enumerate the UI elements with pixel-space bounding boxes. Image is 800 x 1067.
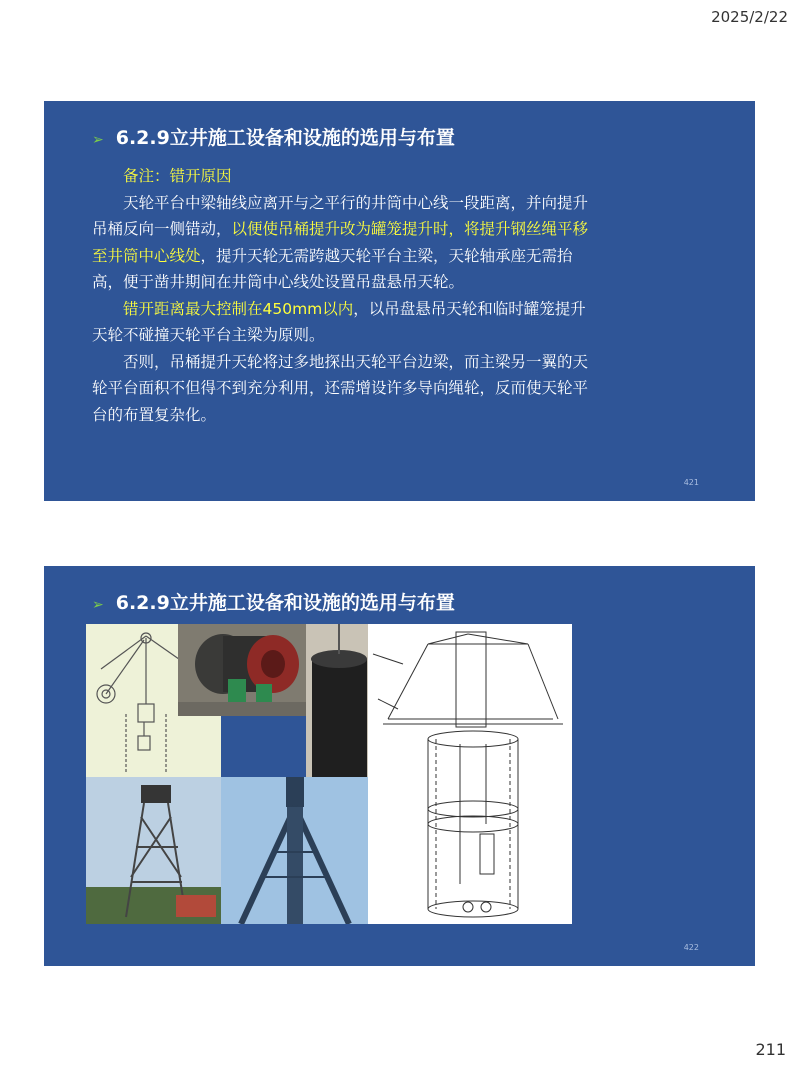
slide-number: 422	[683, 943, 699, 952]
paragraph-1-highlight: 以便使吊桶提升改为罐笼提升时，将提升钢丝绳平移至井筒中心线处	[92, 220, 589, 265]
paragraph-1-text-b: ，提升天轮无需跨越天轮平台主梁，天轮轴承座无需抬高，便于凿井期间在井筒中心线处设置吊盘悬吊天轮。	[92, 246, 573, 291]
slide-title-text: 6.2.9立井施工设备和设施的选用与布置	[115, 592, 455, 614]
slide-number: 421	[683, 478, 699, 487]
hoist-winch-photo	[178, 624, 306, 716]
slide-title-text: 6.2.9立井施工设备和设施的选用与布置	[115, 127, 455, 149]
note-label: 备注：错开原因	[123, 167, 232, 185]
paragraph-1	[92, 190, 592, 296]
slide-421	[44, 101, 755, 501]
paragraph-3: 否则，吊桶提升天轮将过多地探出天轮平台边梁，而主梁另一翼的天轮平台面积不但得不到充分利用，还需增设许多导向绳轮，反而使天轮平台的布置复杂化。	[92, 352, 589, 424]
paragraph-2-highlight: 错开距离最大控制在450mm以内	[123, 299, 354, 318]
date-header: 2025/2/22	[711, 8, 788, 26]
steel-headframe-photo	[221, 777, 369, 924]
slide-422	[44, 566, 755, 966]
headframe-tower-photo	[86, 777, 221, 924]
shaft-equipment-drawing	[368, 624, 572, 924]
sinking-bucket-photo	[306, 624, 369, 777]
paragraph-1-text-a: 天轮平台中梁轴线应离开与之平行的井筒中心线一段距离，并向提升吊桶反向一侧错动，	[92, 193, 589, 238]
slide-title	[92, 123, 455, 150]
arrow-bullet-icon: ➢	[92, 597, 104, 613]
paragraph-2	[92, 296, 592, 349]
slide-title	[92, 588, 455, 615]
arrow-bullet-icon: ➢	[92, 132, 104, 148]
paragraph-2-text: ，以吊盘悬吊天轮和临时罐笼提升天轮不碰撞天轮平台主梁为原则。	[92, 299, 586, 344]
slide-body	[92, 163, 592, 428]
page-number: 211	[755, 1040, 786, 1059]
